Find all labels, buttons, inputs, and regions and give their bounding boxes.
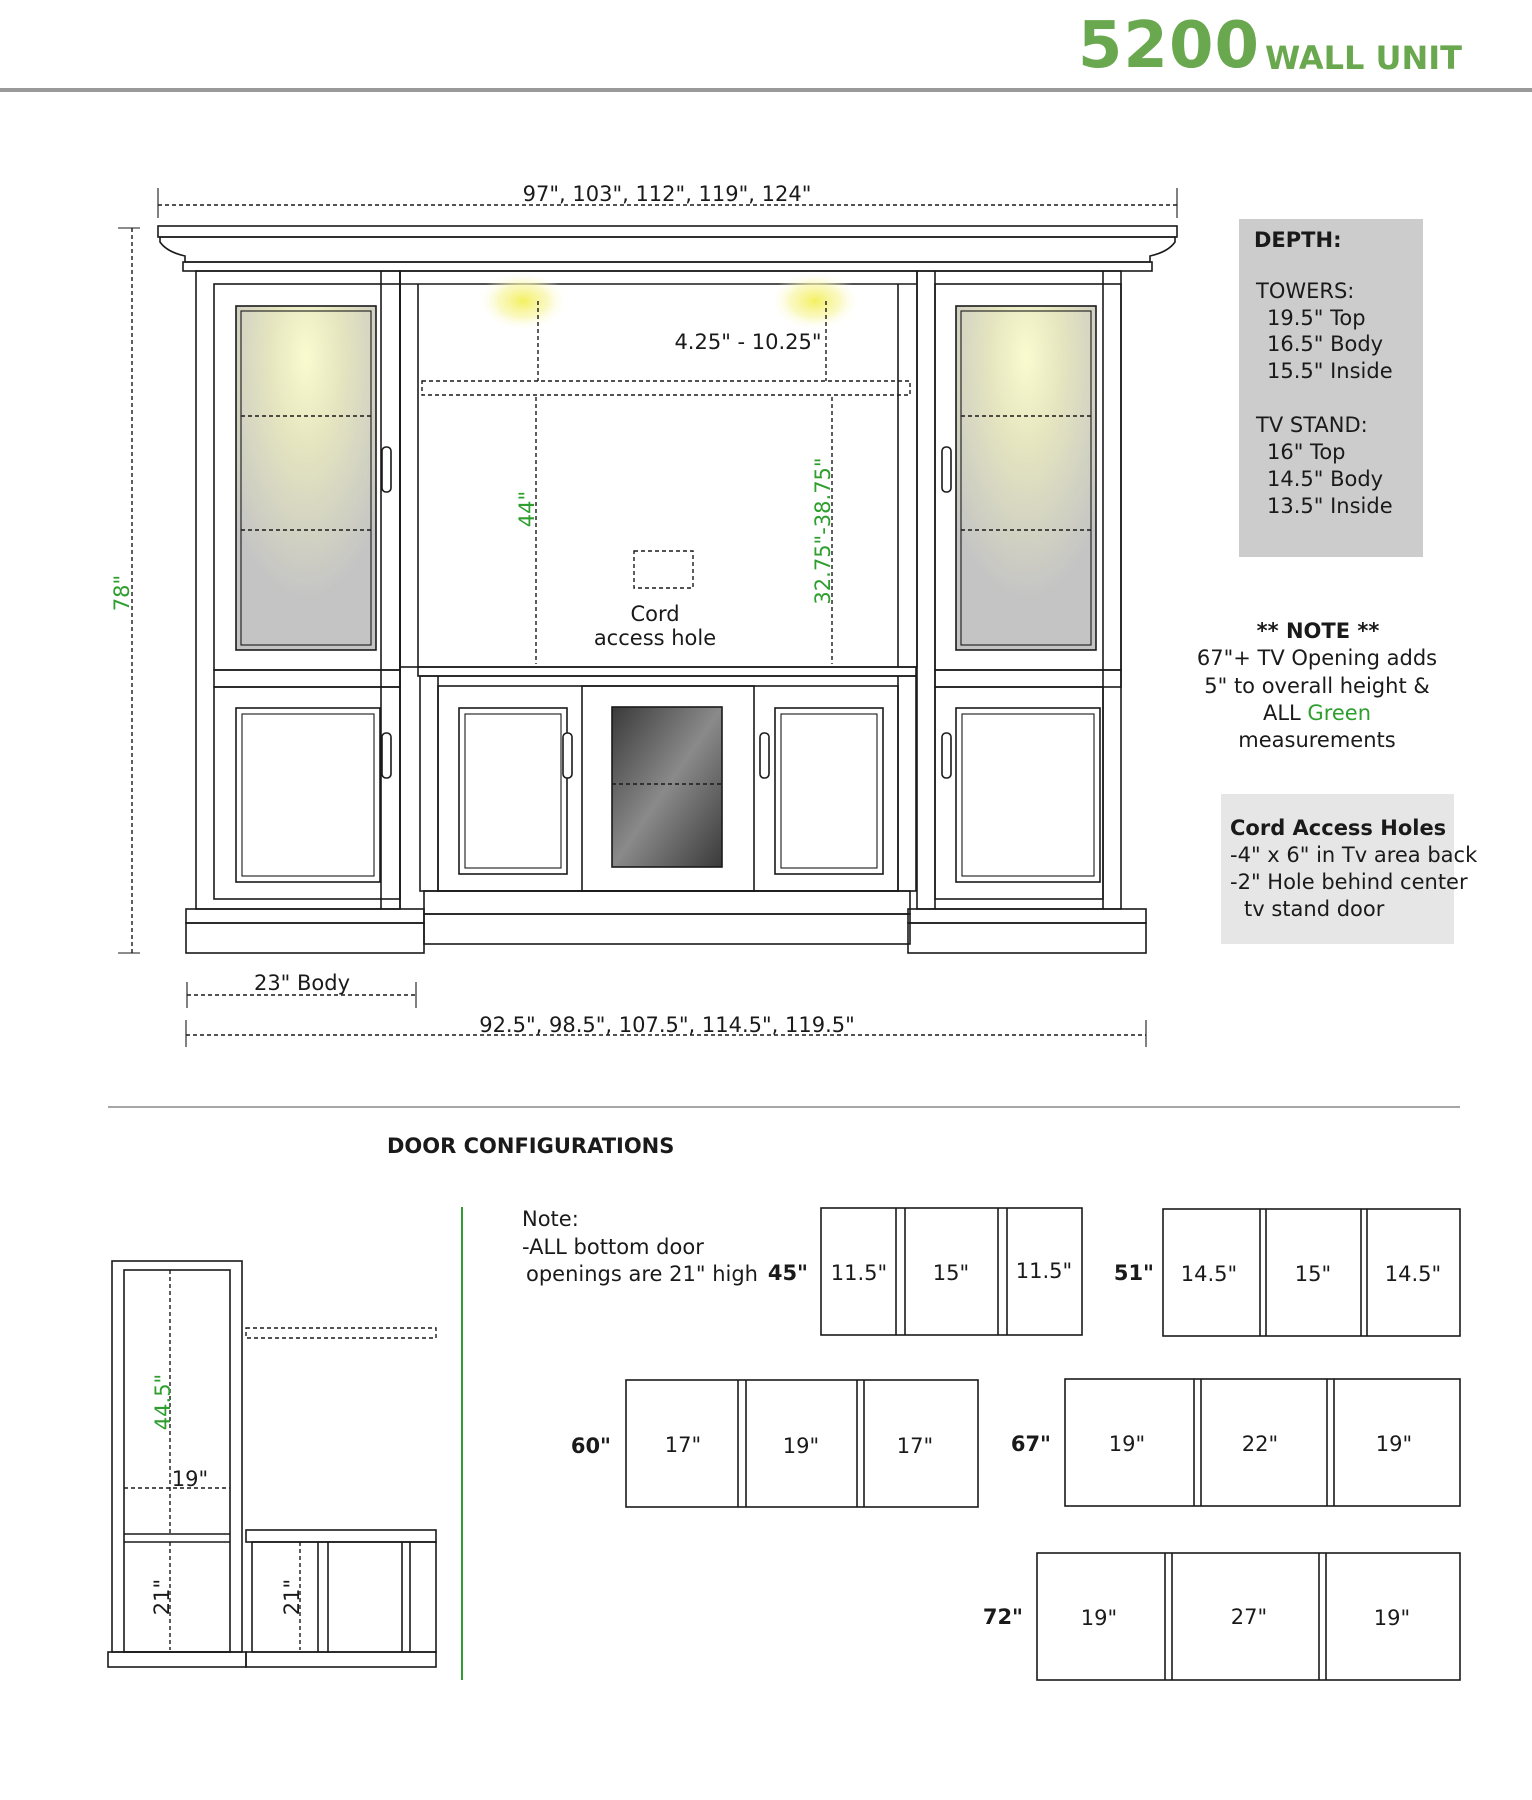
door-configs-title: DOOR CONFIGURATIONS xyxy=(387,1134,675,1158)
header xyxy=(0,9,1532,90)
config-width-label: 60" xyxy=(570,1434,611,1458)
door-width-label: 15" xyxy=(1294,1262,1332,1286)
config-width-label: 45" xyxy=(767,1261,808,1285)
config-67 xyxy=(1011,1379,1460,1506)
right-glass-door xyxy=(956,306,1096,650)
side-elevation xyxy=(108,1261,436,1667)
config-45 xyxy=(768,1208,1082,1335)
config-width-label: 67" xyxy=(1010,1432,1051,1456)
towers-top: 19.5" Top xyxy=(1267,306,1366,330)
door-width-label: 19" xyxy=(1373,1606,1411,1630)
door-width-label: 17" xyxy=(664,1433,702,1457)
right-spot-light xyxy=(770,271,860,331)
stand-center-glass xyxy=(612,707,722,867)
door-width-label: 19" xyxy=(1375,1432,1413,1456)
note-line-2: 5" to overall height & xyxy=(1204,674,1430,698)
stand-body: 14.5" Body xyxy=(1267,467,1384,491)
cord-holes-box xyxy=(1221,794,1478,944)
towers-label: TOWERS: xyxy=(1256,279,1355,303)
cord-label-1: Cord xyxy=(630,602,680,626)
base-width-label: 92.5", 98.5", 107.5", 114.5", 119.5" xyxy=(479,1013,855,1037)
body-width-label: 23" Body xyxy=(253,971,351,995)
config-51 xyxy=(1114,1209,1460,1336)
note-line-3 xyxy=(1263,701,1371,725)
door-width-label: 15" xyxy=(932,1261,970,1285)
product-name: WALL UNIT xyxy=(1264,39,1462,77)
config-width-label: 72" xyxy=(982,1605,1023,1629)
stand-right-door xyxy=(775,708,883,874)
door-width-label: 19" xyxy=(1108,1432,1146,1456)
stand-label: TV STAND: xyxy=(1256,413,1368,437)
stand-inside: 13.5" Inside xyxy=(1267,494,1393,518)
stand-base xyxy=(424,891,910,914)
side-height-lower-label-1: 21" xyxy=(150,1578,174,1616)
stand-right-handle xyxy=(760,733,769,778)
left-base xyxy=(186,909,424,923)
model-number: 5200 xyxy=(1077,9,1260,83)
door-configurations xyxy=(108,1134,1460,1680)
left-lower-handle xyxy=(382,733,391,778)
left-glass-handle xyxy=(382,447,391,492)
stand-top: 16" Top xyxy=(1267,440,1346,464)
note-line-4: measurements xyxy=(1238,728,1396,752)
cord-access-hole xyxy=(634,551,693,588)
tv-height-label: 32.75"-38.75" xyxy=(811,457,835,605)
note-line-1: 67"+ TV Opening adds xyxy=(1196,646,1438,670)
front-elevation xyxy=(110,182,1177,1047)
cord-label-2: access hole xyxy=(593,626,717,650)
crown-top xyxy=(158,226,1177,237)
opening-height-label: 44" xyxy=(515,490,539,528)
door-width-label: 19" xyxy=(1080,1606,1118,1630)
cord-holes-line-1: -4" x 6" in Tv area back xyxy=(1230,843,1478,867)
cord-holes-line-3: tv stand door xyxy=(1244,897,1385,921)
mount-range-label: 4.25" - 10.25" xyxy=(674,330,822,354)
door-width-label: 14.5" xyxy=(1180,1262,1238,1286)
door-width-label: 14.5" xyxy=(1384,1262,1442,1286)
note-title: ** NOTE ** xyxy=(1256,619,1380,643)
left-glass-door xyxy=(236,306,376,650)
note-line-3-prefix: ALL xyxy=(1262,701,1308,725)
cord-holes-line-2: -2" Hole behind center xyxy=(1230,870,1468,894)
door-width-label: 22" xyxy=(1241,1432,1279,1456)
overall-width-label: 97", 103", 112", 119", 124" xyxy=(522,182,812,206)
overall-height-label: 78" xyxy=(110,574,134,612)
side-width-label: 19" xyxy=(171,1467,209,1491)
note-line-3-green: Green xyxy=(1307,701,1372,725)
right-lower-door xyxy=(956,708,1100,882)
side-height-lower-label-2: 21" xyxy=(280,1578,304,1616)
right-lower-handle xyxy=(942,733,951,778)
tv-mount-rail xyxy=(422,381,910,395)
door-width-label: 19" xyxy=(782,1434,820,1458)
towers-body: 16.5" Body xyxy=(1267,332,1384,356)
door-note-line-1: Note: xyxy=(522,1207,579,1231)
cord-holes-title: Cord Access Holes xyxy=(1230,816,1447,840)
config-width-label: 51" xyxy=(1113,1261,1154,1285)
stand-left-door xyxy=(459,708,567,874)
config-72 xyxy=(983,1553,1460,1680)
door-width-label: 11.5" xyxy=(1015,1259,1073,1283)
tv-stand-top xyxy=(418,667,916,676)
left-spot-light xyxy=(478,271,568,331)
side-height-upper-label: 44.5" xyxy=(151,1373,175,1431)
door-note-line-3: openings are 21" high xyxy=(526,1262,758,1286)
door-width-label: 27" xyxy=(1230,1605,1268,1629)
left-lower-door xyxy=(236,708,380,882)
depth-box xyxy=(1239,219,1423,557)
stand-left-handle xyxy=(563,733,572,778)
door-note-line-2: -ALL bottom door xyxy=(522,1235,704,1259)
towers-inside: 15.5" Inside xyxy=(1267,359,1393,383)
crown-molding xyxy=(160,237,1175,262)
right-base xyxy=(908,909,1146,923)
door-width-label: 11.5" xyxy=(830,1261,888,1285)
config-60 xyxy=(571,1380,978,1507)
depth-title: DEPTH: xyxy=(1254,228,1342,252)
door-width-label: 17" xyxy=(896,1434,934,1458)
note-block xyxy=(1197,619,1437,752)
right-glass-handle xyxy=(942,447,951,492)
